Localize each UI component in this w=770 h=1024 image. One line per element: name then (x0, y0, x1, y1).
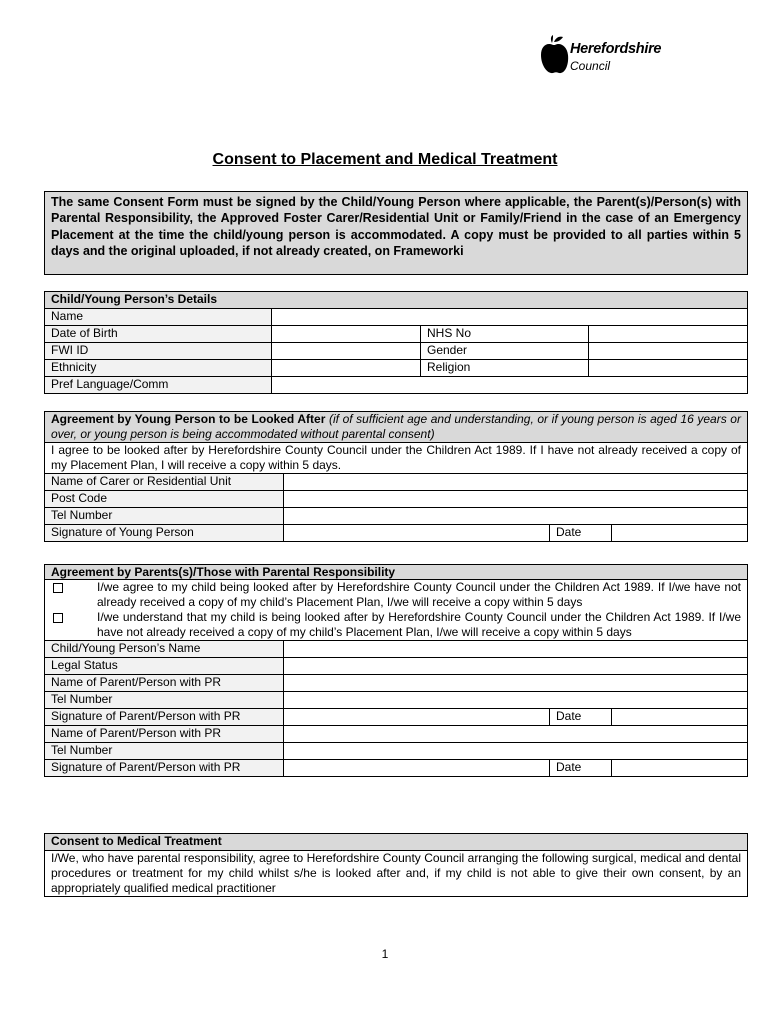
pref-language-field[interactable] (272, 377, 748, 394)
nhs-field[interactable] (589, 326, 748, 343)
carer-label: Name of Carer or Residential Unit (45, 474, 284, 491)
parents-option-2[interactable] (45, 610, 748, 641)
parent2-signature-label: Signature of Parent/Person with PR (45, 760, 284, 777)
gender-label: Gender (421, 343, 589, 360)
yp-signature-label: Signature of Young Person (45, 525, 284, 542)
religion-field[interactable] (589, 360, 748, 377)
young-person-header (45, 412, 748, 443)
ethnicity-field[interactable] (272, 360, 421, 377)
yp-date-label: Date (550, 525, 612, 542)
intro-notice: The same Consent Form must be signed by the Child/Young Person where applicable, the Parent(s)/Person(s) with Parental Responsibility, the Approved Foster Carer/Residential Unit or Family/Friend in the case of an Emergency Placement at the time the child/young person is accommodated. A copy must be provided to all parties within 5 days and the original uploaded, if not already created, on Frameworki (44, 191, 748, 275)
young-person-header-note: (if of sufficient age and understanding, or if young person is aged 16 years or over, or young person is being accommodated without parental consent) (51, 412, 741, 441)
parent1-name-field[interactable] (284, 675, 748, 692)
parent2-tel-field[interactable] (284, 743, 748, 760)
child-name-field[interactable] (284, 641, 748, 658)
parent1-date-field[interactable] (612, 709, 748, 726)
parents-option-1[interactable] (45, 580, 748, 611)
medical-table (44, 833, 748, 897)
option-1-text: I/we agree to my child being looked after by Herefordshire County Council under the Children Act 1989. If I/we have not already received a copy of my child’s Placement Plan, I/we will receive a copy within 5 days (97, 580, 741, 609)
young-person-header-title: Agreement by Young Person to be Looked After (51, 412, 326, 426)
fwi-label: FWI ID (45, 343, 272, 360)
option-2-checkbox[interactable] (53, 613, 63, 623)
medical-header: Consent to Medical Treatment (45, 834, 748, 851)
postcode-field[interactable] (284, 491, 748, 508)
logo-line-2: Council (570, 59, 611, 73)
dob-label: Date of Birth (45, 326, 272, 343)
parent1-name-label: Name of Parent/Person with PR (45, 675, 284, 692)
name-field[interactable] (272, 309, 748, 326)
parent2-tel-label: Tel Number (45, 743, 284, 760)
young-person-table (44, 411, 748, 542)
option-2-text: I/we understand that my child is being looked after by Herefordshire County Council under the Children Act 1989. If I/we have not already received a copy of my child’s Placement Plan, I/we will receive a copy within 5 days (97, 610, 741, 639)
apple-icon (539, 34, 569, 76)
yp-tel-field[interactable] (284, 508, 748, 525)
carer-field[interactable] (284, 474, 748, 491)
yp-date-field[interactable] (612, 525, 748, 542)
dob-field[interactable] (272, 326, 421, 343)
postcode-label: Post Code (45, 491, 284, 508)
legal-status-field[interactable] (284, 658, 748, 675)
fwi-field[interactable] (272, 343, 421, 360)
option-1-checkbox[interactable] (53, 583, 63, 593)
parent1-date-label: Date (550, 709, 612, 726)
parents-header: Agreement by Parents(s)/Those with Parental Responsibility (45, 565, 748, 580)
medical-statement: I/We, who have parental responsibility, agree to Herefordshire County Council arranging the following surgical, medical and dental procedures or treatment for my child whilst s/he is looked after and, if my child is not able to give their own consent, by an appropriately qualified medical practitioner (45, 851, 748, 897)
nhs-label: NHS No (421, 326, 589, 343)
parent2-name-field[interactable] (284, 726, 748, 743)
parent1-signature-field[interactable] (284, 709, 550, 726)
parent1-tel-label: Tel Number (45, 692, 284, 709)
gender-field[interactable] (589, 343, 748, 360)
details-header: Child/Young Person’s Details (45, 292, 748, 309)
ethnicity-label: Ethnicity (45, 360, 272, 377)
child-name-label: Child/Young Person’s Name (45, 641, 284, 658)
name-label: Name (45, 309, 272, 326)
council-logo (539, 34, 669, 80)
pref-language-label: Pref Language/Comm (45, 377, 272, 394)
parents-table (44, 564, 748, 777)
page-number: 1 (381, 947, 389, 961)
logo-line-1: Herefordshire (570, 41, 662, 57)
parent1-signature-label: Signature of Parent/Person with PR (45, 709, 284, 726)
page-title: Consent to Placement and Medical Treatment (212, 151, 558, 168)
legal-status-label: Legal Status (45, 658, 284, 675)
parent2-date-label: Date (550, 760, 612, 777)
parent2-name-label: Name of Parent/Person with PR (45, 726, 284, 743)
yp-signature-field[interactable] (284, 525, 550, 542)
yp-tel-label: Tel Number (45, 508, 284, 525)
parent1-tel-field[interactable] (284, 692, 748, 709)
young-person-statement: I agree to be looked after by Herefordshire County Council under the Children Act 1989. If I have not already received a copy of my Placement Plan, I will receive a copy within 5 days. (45, 443, 748, 474)
parent2-date-field[interactable] (612, 760, 748, 777)
parent2-signature-field[interactable] (284, 760, 550, 777)
religion-label: Religion (421, 360, 589, 377)
details-table (44, 291, 748, 394)
